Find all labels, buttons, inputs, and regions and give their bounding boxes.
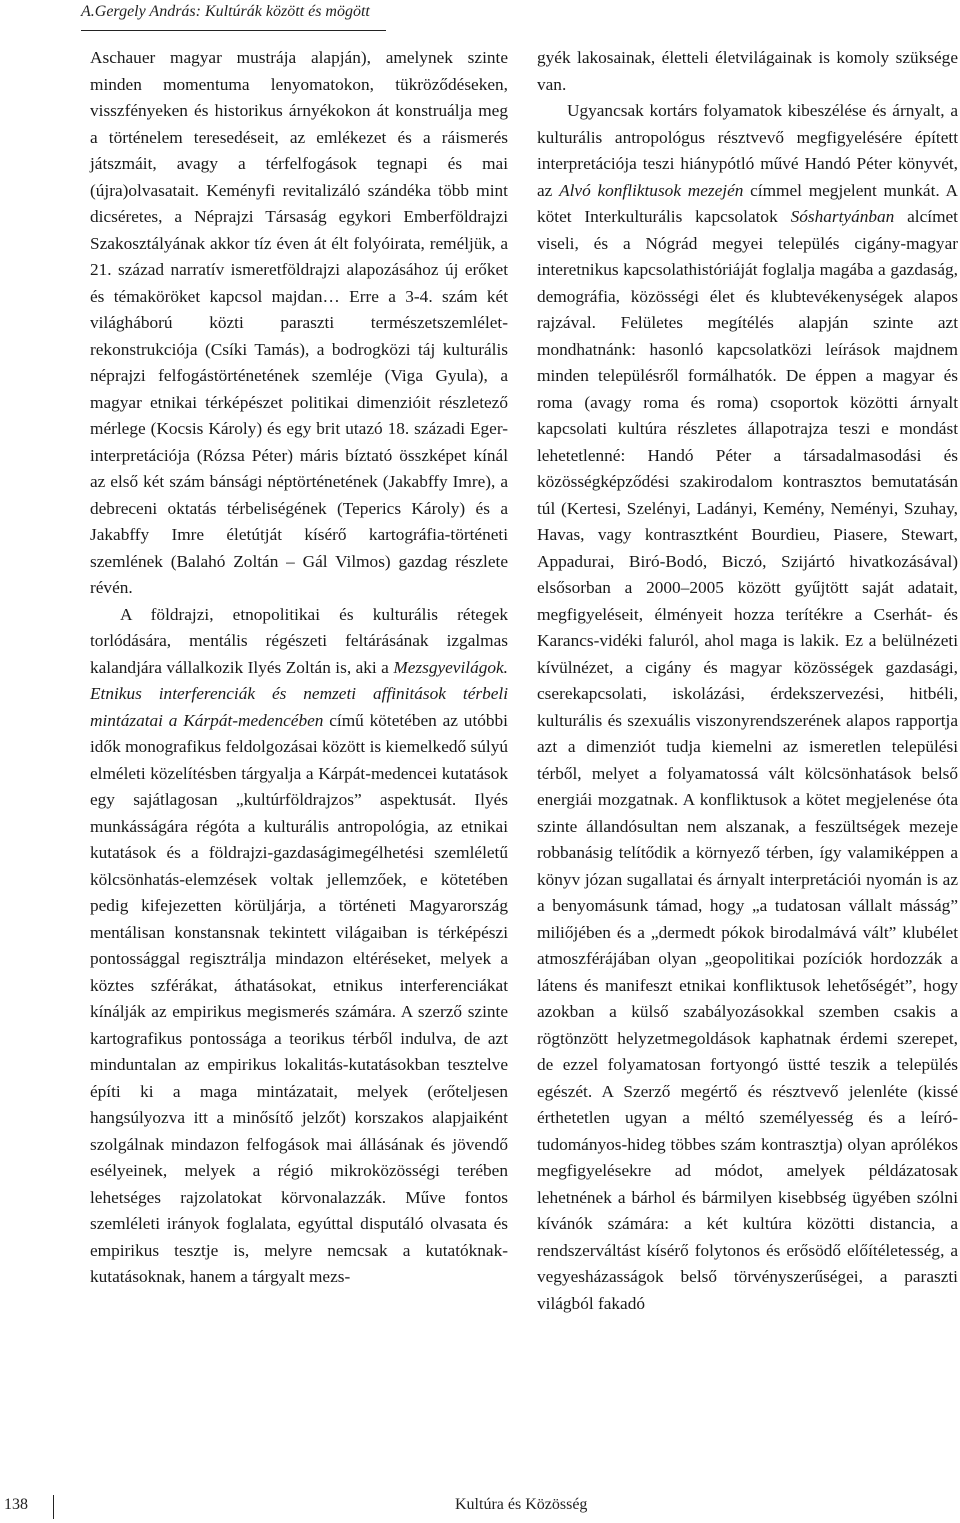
right-p2-text-b: címmel megjelent munkát. A kötet Interkulturális kapcsolatok (537, 180, 958, 226)
book-title-alvo-konfliktusok: Alvó konfliktusok mezején (559, 180, 744, 200)
right-paragraph-1: gyék lakosainak, életteli életvilágainak is komoly szüksége van. (537, 48, 958, 94)
place-name-soshartyan: Sóshartyánban (790, 207, 895, 226)
left-p2-text-a: A földrajzi, etnopolitikai és kulturális rétegek torlódására, mentális régészeti feltárásának izgalmas kalandjára vállalkozik Ilyés Zoltán is, aki a (90, 604, 508, 677)
right-p2-text-c: alcímet viseli, és a Nógrád megyei település cigány-magyar interetnikus kapcsolathistóriáját foglalja magába a gazdaság, demográfia, közösségi élet és klubtevékenységek alapos rajzával. Felületes megítélés alapján szinte azt mondhatnánk: hasonló kapcsolatközi leírások majdnem minden településről formálhatók. De éppen a magyar és roma (avagy roma és roma) csoportok közötti árnyalt kapcsolati kultúra részletes állapotrajza teszi e mondást lehetetlenné: Handó Péter a társadalmasodási és közösségképződési szakirodalom kontrasztos bemutatásán túl (Kertesi, Szelényi, Ladányi, Kemény, Neményi, Szuhay, Havas, vagy kontrasztként Bourdieu, Piasere, Stewart, Appadurai, Biró-Bodó, Biczó, Szijártó hivatkozásával) elsősorban a 2000–2005 között gyűjtött saját adatait, megfigyeléseit, élményeit hozza terítékre a Cserhát- és Karancs-vidéki faluról, ahol maga is lakik. Ez a belülnézeti kívülnézet, a cigány és magyar közösségek gazdasági, cserekapcsolati, iskolázási, érdekszervezési, hitbéli, kulturális és szexuális viszonyrendszerének alapos rapportja azt a dimenziót tudja kiemelni az ismeretlen települési térből, melyet a folyamatossá vált kölcsönhatások belső energiái mozgatnak. A konfliktusok a kötet megjelenése óta szinte állandósultan nem alszanak, a feszültségek mezeje robbanásig telítődik a környező térben, így valamiképpen a könyv józan sugallatai és árnyalt interpretációi nyomán is az a benyomásunk támad, hogy „a tudatosan vállalt másság” miliőjében és a „dermedt pókok birodalmává vált” klubélet atmoszférájában olyan „geopolitikai pozíciók hordozzák a látens és manifeszt etnikai konfliktusok lehetőségét”, hogy azokban a külső szabályozásokkal szemben csakis a rögtönzött helyzetmegoldások kaphatnak érdemi szerepet, de ezzel folyamatosan fortyongó üstté teszik a település egészét. A Szerző megértő és résztvevő jelenléte (kissé érthetetlen ugyan a méltó személyesség és a leíró-tudományos-hideg többes szám kontrasztja) olyan aprólékos megfigyelésekre ad módot, amelyek példázatosak lehetnének a bárhol és bármilyen kisebbség ügyében szólni kívánók számára: a két kultúra közötti distancia, a rendszerváltást kísérő folytonos és erősödő előítéletesség, a vegyesházasságok belső törvényszerűségei, a paraszti világból fakadó (537, 207, 958, 1313)
running-title: A.Gergely András: Kultúrák között és mögött (81, 3, 370, 20)
journal-name: Kultúra és Közösség (455, 1496, 588, 1513)
left-p2-text-b: című kötetében az utóbbi idők monografikus feldolgozásai között is kiemelkedő súlyú elméleti közelítésben tárgyalja a Kárpát-medencei kutatások egy sajátlagosan „kultúrföldrajzos” aspektusát. Ilyés munkásságára régóta a kulturális antropológia, az etnikai kutatások és a földrajzi-gazdaságimegélhetési szemléletű kölcsönhatás-elemzések voltak jellemzőek, e kötetében pedig kifejezetten körüljárja, a történeti Magyarország mentálisan konstansnak tekintett világaiban is térképészi pontossággal regisztrálja mindazon eltéréseket, melyek a köztes szférákat, áthatásokat, etnikus interferenciákat kínálják az empirikus megismerés számára. A szerző szinte kartografikus pontossága a teorikus térből indulva, de azt minduntalan az empirikus lokalitás-kutatásokban tesztelve építi ki a maga mintázatait, melyek (erőteljesen hangsúlyozva itt a minősítő jelzőt) korszakos alapjaiként szolgálnak mindazon felfogások mai állásának és jövendő esélyeinek, melyek a régió mikroközösségi terében lehetséges rajzolatokat körvonalazzák. Műve fontos szemléleti irányok foglalata, egyúttal disputáló olvasata és empirikus tesztje is, melyre nemcsak a kutatóknak-kutatásoknak, hanem a tárgyalt mezs- (90, 710, 508, 1286)
page-number: 138 (4, 1496, 28, 1513)
right-p2-text-a: Ugyancsak kortárs folyamatok kibeszélése és árnyalt, a kulturális antropológus résztvevő megfigyelésére épített interpretációja teszi hiánypótló művé Handó Péter könyvét, az (537, 101, 958, 200)
left-column (90, 45, 508, 1291)
left-paragraph-2 (90, 602, 508, 1291)
left-paragraph-1: Aschauer magyar mustrája alapján), amelynek szinte minden momentuma lenyomatokon, tükröződéseken, visszfényeken és historikus árnyékokon át konstruálja meg a történelem teresedéseit, az emlékezet és a ráismerés játszmáit, avagy a térfelfogások tegnapi és mai (újra)olvasatait. Keményfi revitalizáló szándéka több mint dicséretes, a Néprajzi Társaság egykori Emberföldrajzi Szakosztályának akkor tíz éven át élt folyóirata, reméljük, a 21. század narratív ismeretföldrajzi alapozásához új erőket és témaköröket kapcsol majdan… Erre a 3-4. szám két világháború közti paraszti természetszemlélet-rekonstrukciója (Csíki Tamás), a bodrogközi táj kulturális néprajzi felfogástörténetének szemléje (Viga Gyula), a magyar etnikai térképészet politikai dimenzióit részletező mérlege (Kocsis Károly) és egy brit utazó 18. századi Eger-interpretációja (Rózsa Péter) máris bíztató összképet kínál az első két szám bánsági néptörténetének (Jakabffy Imre), a debreceni oktatás térbeliségének (Teperics Károly) és a Jakabffy Imre életútját kísérő kartográfia-történeti szemlének (Balahó Zoltán – Gál Vilmos) gazdag részlete révén. (90, 48, 508, 597)
header-rule (81, 30, 386, 31)
book-title-mezsgyevilagok: Mezsgyevilágok. Etnikus interferenciák és nemzeti affinitások térbeli mintázatai a Kárpát-medencében (90, 657, 508, 730)
right-paragraph-2 (537, 98, 958, 1317)
right-column (537, 45, 958, 1317)
